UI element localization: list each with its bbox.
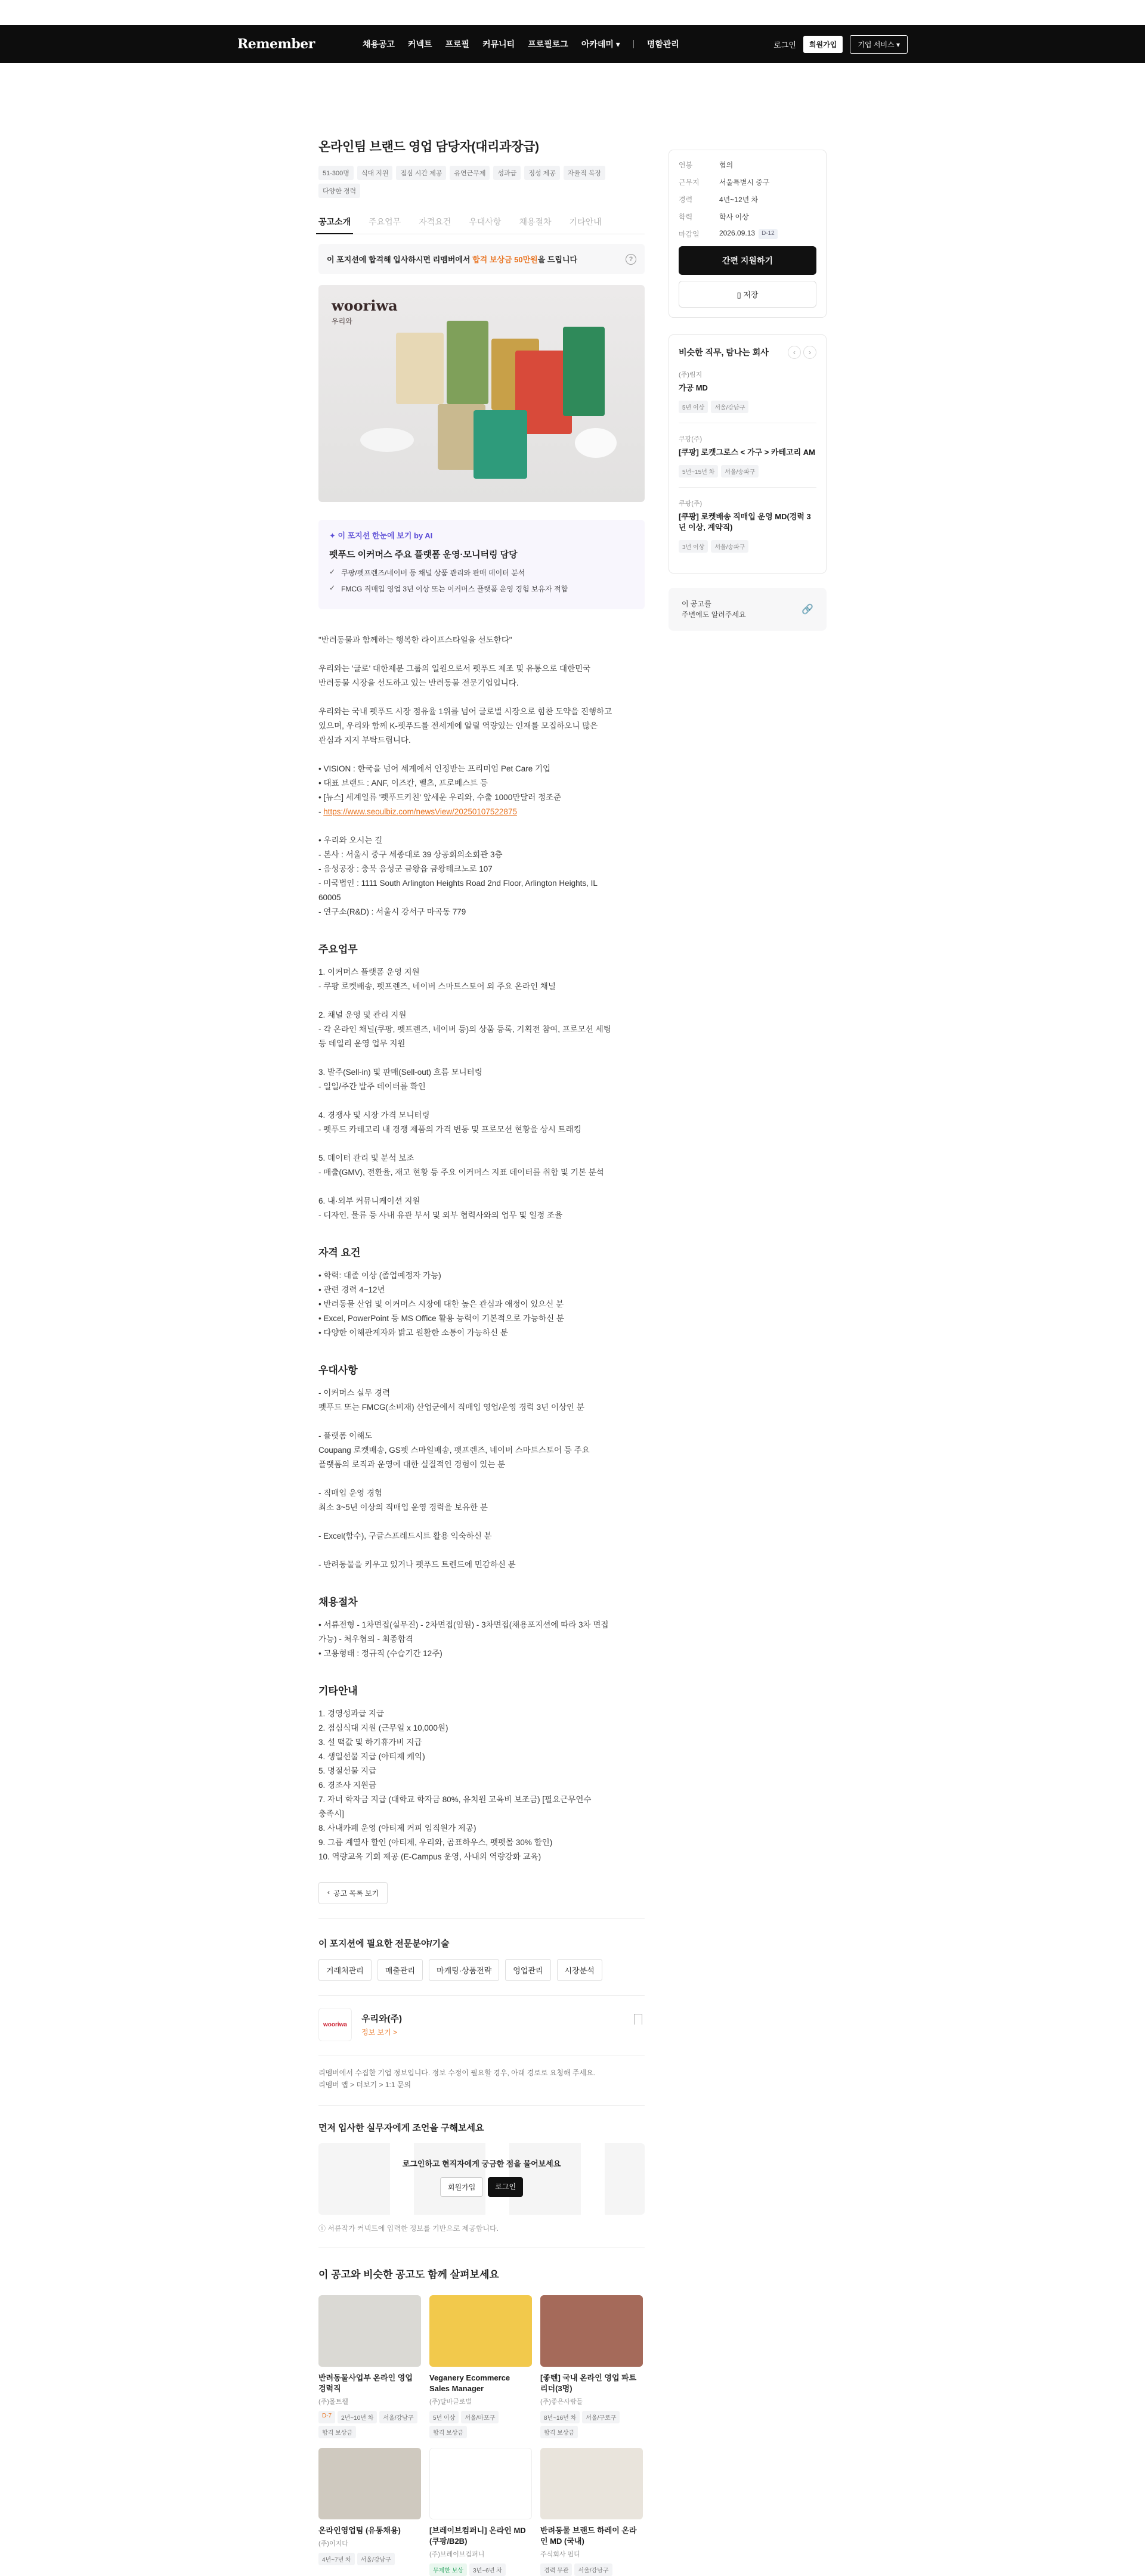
similar-company-item[interactable]: (주)림지 가공 MD 5년 이상 서울/강남구: [679, 359, 816, 423]
nav-connect[interactable]: 커넥트: [407, 39, 432, 49]
ai-summary-label: ✦ 이 포지션 한눈에 보기 by AI: [329, 531, 433, 540]
skills-chips: [318, 1959, 645, 1981]
similar-job-company: (주)몰트웰: [318, 2398, 348, 2405]
ai-summary-box: [318, 520, 645, 609]
similar-job-tags: [318, 2553, 421, 2565]
tab-requirements[interactable]: 자격요건: [419, 217, 451, 227]
similar-job-thumbnail: [318, 2448, 421, 2519]
company-locations: • 우리와 오시는 길 - 본사 : 서울시 중구 세종대로 39 상공회의소회관 3층 - 음성공장 : 충북 음성군 금왕읍 금왕테크노로 107 - 미국법인 : 1111 South Arlington Heights Road 2nd Floor, Arlington Heights, IL 60005 - 연구소(R&D) : 서울시 강서구 마곡동 779: [318, 836, 598, 916]
similar-job-tag: 서울/마포구: [461, 2411, 499, 2423]
summary-row: 연봉 협의: [679, 161, 734, 169]
similar-job-tag: D-7: [318, 2411, 335, 2423]
similar-job-tag: 무제한 보상: [429, 2563, 467, 2576]
section-tabs: [318, 216, 645, 234]
similar-jobs-grid: [318, 2295, 645, 2576]
skill-chip[interactable]: 거래처관리: [318, 1959, 372, 1981]
similar-job-tag: 경력 무관: [540, 2563, 572, 2576]
company-banner-image: [318, 285, 645, 502]
hiring-bonus-banner: [318, 244, 645, 274]
company-info-link[interactable]: 정보 보기 >: [361, 2028, 398, 2036]
similar-job-card[interactable]: [318, 2448, 421, 2576]
similar-companies-header: [679, 346, 816, 359]
similar-job-title: 온라인영업팀 (유통채용): [318, 2526, 401, 2535]
bonus-text: 이 포지션에 합격해 입사하시면 리멤버에서 합격 보상금 50만원을 드립니다: [327, 255, 578, 264]
summary-row: 경력 4년~12년 차: [679, 196, 759, 204]
skills-title: 이 포지션에 필요한 전문분야/기술: [318, 1939, 450, 1949]
d-day-badge: D-12: [759, 229, 778, 239]
similar-job-tags: [318, 2411, 421, 2438]
advice-login-message: 로그인하고 현직자에게 궁금한 점을 물어보세요: [402, 2159, 561, 2168]
company-logo: wooriwa: [318, 2008, 352, 2041]
summary-row: 근무지 서울특별시 중구: [679, 178, 770, 187]
section-duties-text: 1. 이커머스 플랫폼 운영 지원 - 쿠팡 로켓배송, 펫프렌즈, 네이버 스마트스토어 외 주요 온라인 채널 2. 채널 운영 및 관리 지원 - 각 온라인 채널(쿠팡, 펫프렌즈, 네이버 등)의 상품 등록, 기획전 참여, 프로모션 세팅 등 데일리 운영 업무 지원 3. 발주(Sell-in) 및 판매(Sell-out) 흐름 모니터링 - 일일/주간 발주 데이터를 확인 4. 경쟁사 및 시장 가격 모니터링 - 펫푸드 카테고리 내 경쟁 제품의 가격 변동 및 프로모션 현황을 상시 트래킹 5. 데이터 관리 및 분석 보조 - 매출(GMV), 전환율, 재고 현황 등 주요 이커머스 지표 데이터를 취합 및 기본 분석 6. 내·외부 커뮤니케이션 지원 - 디자인, 물류 등 사내 유관 부서 및 외부 협력사와의 업무 및 일정 조율: [318, 968, 611, 1220]
bonus-amount: 합격 보상금 50만원: [472, 255, 538, 264]
similar-job-tags: [429, 2563, 532, 2576]
link-icon[interactable]: 🔗: [802, 605, 813, 615]
job-tag: 식대 지원: [357, 166, 393, 180]
top-margin: [0, 0, 1145, 25]
similar-job-company: (주)좋은사람들: [540, 2398, 583, 2405]
ai-summary-point: ✓ 쿠팡/펫프렌즈/네이버 등 채널 상품 관리와 판매 데이터 분석: [329, 568, 525, 577]
divider: [318, 1918, 645, 1919]
similar-job-tag: 4년~7년 차: [318, 2553, 355, 2565]
intro-slogan: "반려동물과 함께하는 행복한 라이프스타일을 선도한다": [318, 636, 512, 644]
sparkle-icon: ✦: [329, 531, 338, 540]
chevron-left-icon[interactable]: ‹: [788, 346, 801, 359]
skill-chip[interactable]: 시장분석: [557, 1959, 602, 1981]
job-title: 온라인팀 브랜드 영업 담당자(대리과장급): [318, 140, 539, 154]
banner-brand-kr: 우리와: [332, 317, 352, 326]
job-tag: 성과급: [493, 166, 521, 180]
auth-area: [773, 35, 908, 54]
carousel-arrows: [788, 346, 816, 359]
advice-section: [318, 2121, 645, 2233]
product-bag-icon: [396, 333, 444, 404]
similar-job-title: 반려동물 브랜드 하레이 온라인 MD (국내): [540, 2526, 637, 2546]
section-title-preferred: 우대사항: [318, 1365, 358, 1376]
similar-job-tags: [540, 2563, 643, 2576]
section-title-process: 채용절차: [318, 1597, 358, 1608]
similar-company-item[interactable]: 쿠팡(주) [쿠팡] 로켓배송 직매입 운영 MD(경력 3년 이상, 계약직) 3년 이상 서울/송파구: [679, 488, 816, 562]
bookmark-icon: ▯: [736, 290, 744, 299]
similar-job-thumbnail: [429, 2295, 532, 2367]
product-bag-icon: [474, 410, 527, 479]
info-icon: ⓘ: [318, 2224, 328, 2233]
section-etc-text: 1. 경영성과급 지급 2. 점심식대 지원 (근무일 x 10,000원) 3. 설 떡값 및 하기휴가비 지급 4. 생일선물 지급 (아티제 케익) 5. 명절선물 지급 6. 경조사 지원금 7. 자녀 학자금 지급 (대학교 학자금 80%, 유치원 교육비 보조금) [필요근무연수 충족시] 8. 사내카페 운영 (아티제 커피 임직원가 제공) 9. 그룹 계열사 할인 (아티제, 우리와, 곰표하우스, 펫펫몰 30% 할인) 10. 역량교육 기회 제공 (E-Campus 운영, 사내외 역량강화 교육): [318, 1709, 592, 1861]
company-name: 우리와(주): [361, 2014, 402, 2024]
similar-job-tag: 합격 보상금: [540, 2426, 578, 2438]
similar-job-card[interactable]: [540, 2295, 643, 2438]
job-tag: 정성 제공: [524, 166, 560, 180]
similar-job-card[interactable]: [540, 2448, 643, 2576]
share-text: 이 공고를 주변에도 알려주세요: [682, 600, 746, 619]
section-preferred-text: - 이커머스 실무 경력 펫푸드 또는 FMCG(소비재) 산업군에서 직매입 영업/운영 경력 3년 이상인 분 - 플랫폼 이해도 Coupang 로켓배송, GS펫 스마일배송, 펫프렌즈, 네이버 스마트스토어 등 주요 플랫폼의 로직과 운영에 대한 실질적인 경험이 있는 분 - 직매입 운영 경험 최소 3~5년 이상의 직매입 운영 경력을 보유한 분 - Excel(함수), 구글스프레드시트 활용 익숙하신 분 - 반려동물을 키우고 있거나 펫푸드 트렌드에 민감하신 분: [318, 1388, 590, 1569]
summary-row-deadline: 마감일 2026.09.13 D-12: [679, 229, 816, 239]
similar-companies-box: [669, 334, 827, 574]
similar-job-tag: 5년 이상: [429, 2411, 459, 2423]
similar-job-thumbnail: [318, 2295, 421, 2367]
main-nav: [363, 38, 679, 50]
nav-community[interactable]: 커뮤니티: [482, 39, 515, 49]
section-title-etc: 기타안내: [318, 1685, 358, 1697]
product-bag-icon: [447, 321, 488, 404]
divider: [318, 2105, 645, 2106]
remember-logo[interactable]: Remember: [237, 36, 315, 52]
similar-job-thumbnail: [540, 2295, 643, 2367]
tab-process[interactable]: 채용절차: [519, 217, 552, 227]
job-tag: 점심 시간 제공: [396, 166, 446, 180]
news-link[interactable]: https://www.seoulbiz.com/newsView/20250107522875: [323, 807, 517, 816]
similar-job-card[interactable]: [318, 2295, 421, 2438]
section-process-text: • 서류전형 - 1차면접(실무진) - 2차면접(임원) - 3차면접(채용포지션에 따라 3차 면접 가능) - 처우협의 - 최종합격 • 고용형태 : 정규직 (수습기간 12주): [318, 1620, 609, 1658]
advice-blurred-box: [318, 2143, 645, 2215]
similar-job-title: [좋텐] 국내 온라인 영업 파트 리더(3명): [540, 2373, 637, 2393]
divider: [318, 1995, 645, 1996]
intro-paragraph-2: 우리와는 국내 펫푸드 시장 점유율 1위를 넘어 글로벌 시장으로 힘찬 도약을 진행하고 있으며, 우리와 함께 K-펫푸드를 전세계에 알릴 역량있는 인재를 모집하오니 많은 관심과 지지 부탁드립니다.: [318, 707, 612, 745]
product-pedestal-icon: [575, 428, 617, 458]
advice-footnote: ⓘ 서류작가 커넥트에 입력한 정보를 기반으로 제공합니다.: [318, 2224, 499, 2233]
advice-buttons: [318, 2177, 645, 2197]
company-card[interactable]: [318, 2008, 645, 2056]
skill-chip[interactable]: 매출관리: [377, 1959, 423, 1981]
advice-signup-button[interactable]: 회원가입: [440, 2177, 483, 2197]
nav-academy[interactable]: 아카데미 ▾: [581, 39, 620, 49]
similar-job-tag: 서울/강남구: [357, 2553, 395, 2565]
similar-job-tag: 3년~6년 차: [469, 2563, 506, 2576]
summary-row: 학력 학사 이상: [679, 213, 749, 221]
job-sidebar: [669, 150, 827, 631]
similar-job-title: 반려동물사업부 온라인 영업 경력직: [318, 2373, 413, 2393]
skill-chip[interactable]: 마케팅·상품전략: [429, 1959, 499, 1981]
similar-jobs-title: 이 공고와 비슷한 공고도 함께 살펴보세요: [318, 2269, 499, 2280]
similar-job-tag: 서울/강남구: [574, 2563, 612, 2576]
similar-company-item[interactable]: 쿠팡(주) [쿠팡] 로켓그로스 < 가구 > 카테고리 AM 5년~15년 차 서울/송파구: [679, 423, 816, 488]
product-pedestal-icon: [360, 428, 414, 452]
chevron-left-icon: ‹: [327, 1888, 330, 1896]
similar-job-company: (주)이지다: [318, 2540, 348, 2547]
company-info-note: 리멤버에서 수집한 기업 정보입니다. 정보 수정이 필요할 경우, 아래 경로로 요청해 주세요. 리멤버 앱 > 더보기 > 1:1 문의: [318, 2069, 595, 2089]
product-bag-icon: [563, 327, 605, 416]
bookmark-icon[interactable]: [634, 2014, 642, 2025]
login-link[interactable]: 로그인: [773, 40, 796, 49]
similar-job-title: [브레이브컴퍼니] 온라인 MD (쿠팡/B2B): [429, 2526, 526, 2546]
similar-job-tag: 합격 보상금: [318, 2426, 356, 2438]
tab-intro[interactable]: 공고소개: [318, 217, 351, 227]
intro-paragraph-1: 우리와는 '글로' 대한제분 그룹의 일원으로서 펫푸드 제조 및 유통으로 대한민국 반려동물 시장을 선도하고 있는 반려동물 전문기업입니다.: [318, 664, 591, 687]
similar-job-tag: 합격 보상금: [429, 2426, 467, 2438]
skill-chip[interactable]: 영업관리: [505, 1959, 550, 1981]
tab-duties[interactable]: 주요업무: [369, 217, 401, 227]
nav-card-management[interactable]: 명함관리: [646, 39, 679, 49]
banner-brand-logo: wooriwa: [332, 297, 398, 314]
advice-login-overlay: [318, 2157, 645, 2197]
similar-job-thumbnail: [429, 2448, 532, 2519]
advice-title: 먼저 입사한 실무자에게 조언을 구해보세요: [318, 2123, 484, 2133]
job-tags: [318, 166, 645, 198]
nav-profile[interactable]: 프로필: [445, 39, 470, 49]
global-nav-bar: [0, 25, 1145, 63]
save-button[interactable]: ▯ 저장: [679, 281, 816, 308]
similar-job-title: Veganery Ecommerce Sales Manager: [429, 2373, 510, 2393]
similar-job-tag: 서울/구로구: [582, 2411, 620, 2423]
check-icon: ✓: [329, 568, 336, 576]
section-title-requirements: 자격 요건: [318, 1247, 361, 1258]
job-tag: 51-300명: [318, 166, 354, 180]
company-facts: • VISION : 한국을 넘어 세계에서 인정받는 프리미엄 Pet Care 기업 • 대표 브랜드 : ANF, 이즈칸, 벨츠, 프로베스트 등 • [뉴스] 세계일류 '펫푸드키친' 앞세운 우리와, 수출 1000만달러 정조준: [318, 764, 562, 802]
similar-companies-title: 비슷한 직무, 탐나는 회사: [679, 348, 769, 357]
job-tag: 자율적 복장: [564, 166, 605, 180]
quick-apply-button[interactable]: 간편 지원하기: [679, 246, 816, 275]
nav-jobs[interactable]: 채용공고: [362, 39, 395, 49]
section-title-duties: 주요업무: [318, 944, 358, 955]
similar-job-company: (주)브레이브컴퍼니: [429, 2551, 485, 2558]
job-summary-box: [669, 150, 827, 318]
job-description: "반려동물과 함께하는 행복한 라이프스타일을 선도한다" 우리와는 '글로' 대한제분 그룹의 일원으로서 펫푸드 제조 및 유통으로 대한민국 반려동물 시장을 선도하고 있는 반려동물 전문기업입니다. 우리와는 국내 펫푸드 시장 점유율 1위를 넘어 글로벌 시장으로 힘찬 도약을 진행하고 있으며, 우리와 함께 K-펫푸드를 전세계에 알릴 역량있는 인재를 모집하오니 많은 관심과 지지 부탁드립니다. • VISION : 한국을 넘어 세계에서 인정받는 프리미엄 Pet Care 기업 • 대표 브랜드 : ANF, 이즈칸, 벨츠, 프로베스트 등 • [뉴스] 세계일류 '펫푸드키친' 앞세운 우리와, 수출 1000만달러 정조준 - https://www.seoulbiz.com/newsView/20250107522875 • 우리와 오시는 길 - 본사 : 서울시 중구 세종대로 39 상공회의소회관 3층 - 음성공장 : 충북 음성군 금왕읍 금왕테크노로 107 - 미국법인 : 1111 South Arlington Heights Road 2nd Floor, Arlington Heights, IL 60005 - 연구소(R&D) : 서울시 강서구 마곡동 779: [318, 636, 612, 916]
similar-job-tag: 서울/강남구: [379, 2411, 417, 2423]
similar-job-company: 주식회사 펍디: [540, 2551, 580, 2558]
similar-jobs-section: [318, 2266, 645, 2576]
back-to-list-button[interactable]: ‹ 공고 목록 보기: [318, 1882, 388, 1904]
similar-job-tags: [540, 2411, 643, 2438]
check-icon: ✓: [329, 584, 336, 592]
similar-job-company: (주)달바글로벌: [429, 2398, 472, 2405]
similar-job-tags: [429, 2411, 532, 2438]
similar-job-card[interactable]: [429, 2448, 532, 2576]
help-icon[interactable]: ?: [626, 254, 636, 265]
similar-job-card[interactable]: [429, 2295, 532, 2438]
job-detail-main: [318, 135, 645, 2576]
chevron-right-icon[interactable]: ›: [803, 346, 816, 359]
signup-button[interactable]: 회원가입: [803, 36, 843, 53]
tab-preferred[interactable]: 우대사항: [469, 217, 502, 227]
job-tag: 다양한 경력: [318, 184, 360, 198]
ai-summary-headline: 펫푸드 이커머스 주요 플랫폼 운영·모니터링 담당: [329, 550, 518, 560]
similar-job-thumbnail: [540, 2448, 643, 2519]
nav-separator: [633, 40, 634, 48]
ai-summary-list: [329, 568, 634, 594]
advice-login-button[interactable]: 로그인: [488, 2177, 523, 2197]
similar-job-tag: 2년~10년 차: [338, 2411, 377, 2423]
job-tag: 유연근무제: [450, 166, 490, 180]
nav-profile-log[interactable]: 프로필로그: [528, 39, 568, 49]
tab-etc[interactable]: 기타안내: [569, 217, 602, 227]
share-box[interactable]: [669, 588, 827, 631]
ai-summary-point: ✓ FMCG 직매입 영업 3년 이상 또는 이커머스 플랫폼 운영 경험 보유자 적합: [329, 584, 568, 593]
similar-job-tag: 8년~16년 차: [540, 2411, 580, 2423]
corp-service-button[interactable]: 기업 서비스 ▾: [850, 35, 908, 54]
section-requirements-text: • 학력: 대졸 이상 (졸업예정자 가능) • 관련 경력 4~12년 • 반려동물 산업 및 이커머스 시장에 대한 높은 관심과 애정이 있으신 분 • Excel, PowerPoint 등 MS Office 활용 능력이 기본적으로 가능하신 분 • 다양한 이해관계자와 밝고 원활한 소통이 가능하신 분: [318, 1271, 564, 1337]
